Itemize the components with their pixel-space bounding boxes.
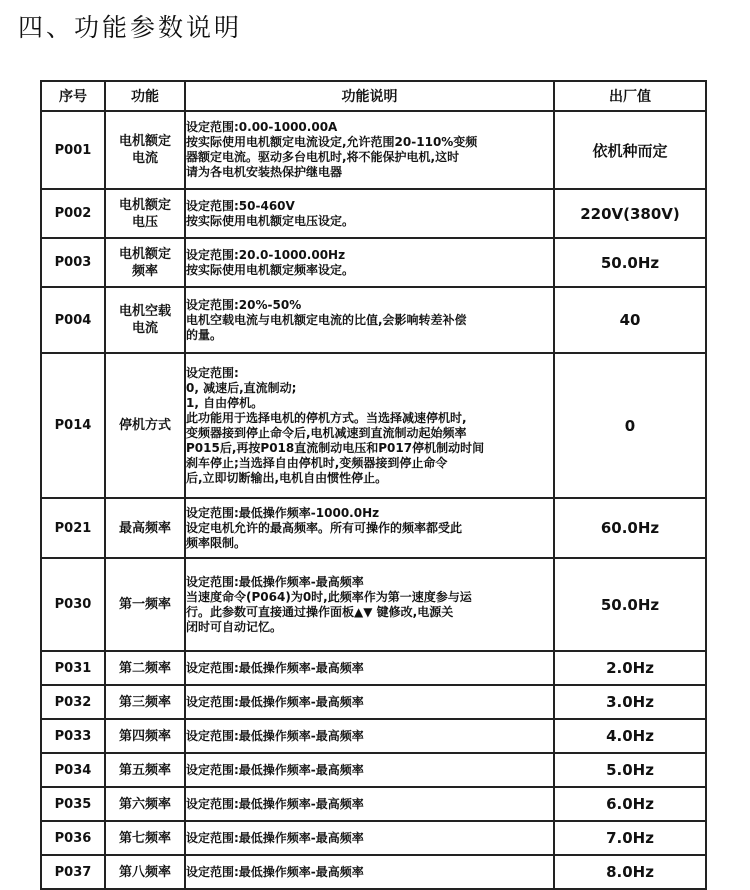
param-function (105, 189, 185, 238)
param-description (185, 558, 554, 651)
param-code: P030 (41, 558, 105, 651)
header-function: 功能 (105, 81, 185, 111)
param-description-line: 设定电机允许的最高频率。所有可操作的频率都受此 (186, 520, 463, 535)
param-description-line: 设定范围:最低操作频率-最高频率 (186, 660, 364, 675)
param-description-line: 设定范围:20%-50% (186, 297, 302, 312)
param-description (185, 238, 554, 287)
param-description (185, 189, 554, 238)
param-code: P034 (41, 753, 105, 787)
param-description-line: 0, 减速后,直流制动; (186, 380, 297, 395)
table-row (41, 558, 706, 651)
param-default-value: 0 (554, 353, 706, 498)
table-row (41, 498, 706, 558)
param-description-line: 按实际使用电机额定频率设定。 (186, 262, 355, 277)
param-function-line: 最高频率 (118, 520, 171, 536)
param-description-line: 的量。 (186, 327, 223, 342)
param-description-line: 后,立即切断输出,电机自由惯性停止。 (186, 470, 388, 485)
param-function (105, 287, 185, 353)
param-code: P031 (41, 651, 105, 685)
table-row (41, 238, 706, 287)
param-description-line: 1, 自由停机。 (186, 395, 264, 410)
param-code: P021 (41, 498, 105, 558)
param-function (105, 719, 185, 753)
param-code: P002 (41, 189, 105, 238)
param-code: P035 (41, 787, 105, 821)
param-default-value: 4.0Hz (554, 719, 706, 753)
table-body (41, 111, 706, 889)
param-description-line: 设定范围:最低操作频率-最高频率 (186, 728, 364, 743)
param-function-line: 频率 (131, 263, 158, 279)
param-description (185, 111, 554, 189)
table-row (41, 287, 706, 353)
param-description-line: 按实际使用电机额定电流设定,允许范围20-110%变频 (186, 135, 478, 149)
param-code: P033 (41, 719, 105, 753)
param-default-value: 2.0Hz (554, 651, 706, 685)
param-description-line: 设定范围:最低操作频率-1000.0Hz (186, 505, 380, 520)
param-description (185, 753, 554, 787)
table-row (41, 855, 706, 889)
param-description-line: 器额定电流。驱动多台电机时,将不能保护电机,这时 (186, 150, 460, 164)
param-function-line: 第七频率 (118, 830, 171, 846)
table-row (41, 651, 706, 685)
param-function (105, 651, 185, 685)
param-description-line: 设定范围:50-460V (186, 198, 295, 213)
param-description-line: 设定范围:最低操作频率-最高频率 (186, 864, 364, 879)
table-row (41, 189, 706, 238)
param-default-value: 8.0Hz (554, 855, 706, 889)
param-function (105, 685, 185, 719)
param-default-value: 3.0Hz (554, 685, 706, 719)
table-row (41, 787, 706, 821)
param-description-line: 请为各电机安装热保护继电器 (186, 165, 343, 179)
param-description (185, 353, 554, 498)
table-row (41, 353, 706, 498)
parameter-table (40, 80, 707, 890)
param-description-line: 设定范围:20.0-1000.00Hz (186, 247, 346, 262)
param-default-value: 50.0Hz (554, 558, 706, 651)
header-code: 序号 (41, 81, 105, 111)
param-function (105, 855, 185, 889)
param-code: P003 (41, 238, 105, 287)
param-function (105, 498, 185, 558)
param-description-line: 变频器接到停止命令后,电机减速到直流制动起始频率 (186, 425, 467, 440)
table-row (41, 685, 706, 719)
param-function-line: 电机额定 (118, 246, 171, 262)
param-function-line: 第六频率 (118, 796, 171, 812)
param-description (185, 498, 554, 558)
param-description-line: 设定范围:最低操作频率-最高频率 (186, 762, 364, 777)
param-description-line: 行。此参数可直接通过操作面板▲▼ 键修改,电源关 (186, 604, 454, 619)
param-function-line: 第五频率 (118, 762, 171, 778)
header-description: 功能说明 (185, 81, 554, 111)
param-description-line: 闭时可自动记忆。 (186, 619, 283, 634)
param-function (105, 111, 185, 189)
param-function-line: 电压 (131, 214, 158, 230)
param-description (185, 719, 554, 753)
param-function-line: 第八频率 (118, 864, 171, 880)
param-description-line: 电机空载电流与电机额定电流的比值,会影响转差补偿 (186, 312, 467, 327)
param-description-line: 设定范围:最低操作频率-最高频率 (186, 830, 364, 845)
param-default-value: 220V(380V) (554, 189, 706, 238)
param-function-line: 电机额定 (118, 134, 171, 149)
param-code: P004 (41, 287, 105, 353)
param-function-line: 第三频率 (118, 694, 171, 710)
param-description-line: 当速度命令(P064)为0时,此频率作为第一速度参与运 (186, 589, 472, 604)
param-function-line: 第四频率 (118, 728, 171, 744)
param-function-line: 电机空载 (118, 304, 171, 319)
param-function (105, 558, 185, 651)
param-description-line: 按实际使用电机额定电压设定。 (186, 213, 355, 228)
param-description-line: 刹车停止;当选择自由停机时,变频器接到停止命令 (186, 455, 448, 470)
param-description-line: 设定范围:最低操作频率-最高频率 (186, 796, 364, 811)
param-description-line: 此功能用于选择电机的停机方式。当选择减速停机时, (186, 410, 467, 425)
param-code: P036 (41, 821, 105, 855)
param-description-line: 频率限制。 (186, 535, 247, 550)
param-default-value: 6.0Hz (554, 787, 706, 821)
table-header-row (41, 81, 706, 111)
param-description (185, 821, 554, 855)
param-function-line: 电流 (131, 151, 158, 166)
table-row (41, 719, 706, 753)
param-function-line: 电流 (131, 321, 158, 336)
param-function (105, 753, 185, 787)
param-default-value: 40 (554, 287, 706, 353)
param-function (105, 821, 185, 855)
table-row (41, 753, 706, 787)
param-default-value: 7.0Hz (554, 821, 706, 855)
param-code: P001 (41, 111, 105, 189)
param-description-line: 设定范围:最低操作频率-最高频率 (186, 574, 364, 589)
param-function (105, 238, 185, 287)
param-default-value: 60.0Hz (554, 498, 706, 558)
param-function-line: 电机额定 (118, 197, 171, 213)
param-description (185, 287, 554, 353)
param-function (105, 353, 185, 498)
param-description (185, 685, 554, 719)
param-description (185, 787, 554, 821)
param-description-line: 设定范围:0.00-1000.00A (186, 120, 338, 134)
param-function-line: 第二频率 (118, 660, 171, 676)
param-function-line: 停机方式 (118, 418, 171, 433)
param-description-line: 设定范围: (186, 365, 239, 380)
param-code: P037 (41, 855, 105, 889)
table-row (41, 821, 706, 855)
param-function-line: 第一频率 (118, 597, 171, 612)
param-default-value: 50.0Hz (554, 238, 706, 287)
param-description (185, 651, 554, 685)
page-title: 四、功能参数说明 (18, 13, 243, 42)
param-default-value: 依机种而定 (554, 111, 706, 189)
param-code: P032 (41, 685, 105, 719)
header-default: 出厂值 (554, 81, 706, 111)
param-code: P014 (41, 353, 105, 498)
param-default-value: 5.0Hz (554, 753, 706, 787)
table-row (41, 111, 706, 189)
param-description (185, 855, 554, 889)
param-description-line: 设定范围:最低操作频率-最高频率 (186, 694, 364, 709)
param-function (105, 787, 185, 821)
param-description-line: P015后,再按P018直流制动电压和P017停机制动时间 (186, 440, 485, 455)
